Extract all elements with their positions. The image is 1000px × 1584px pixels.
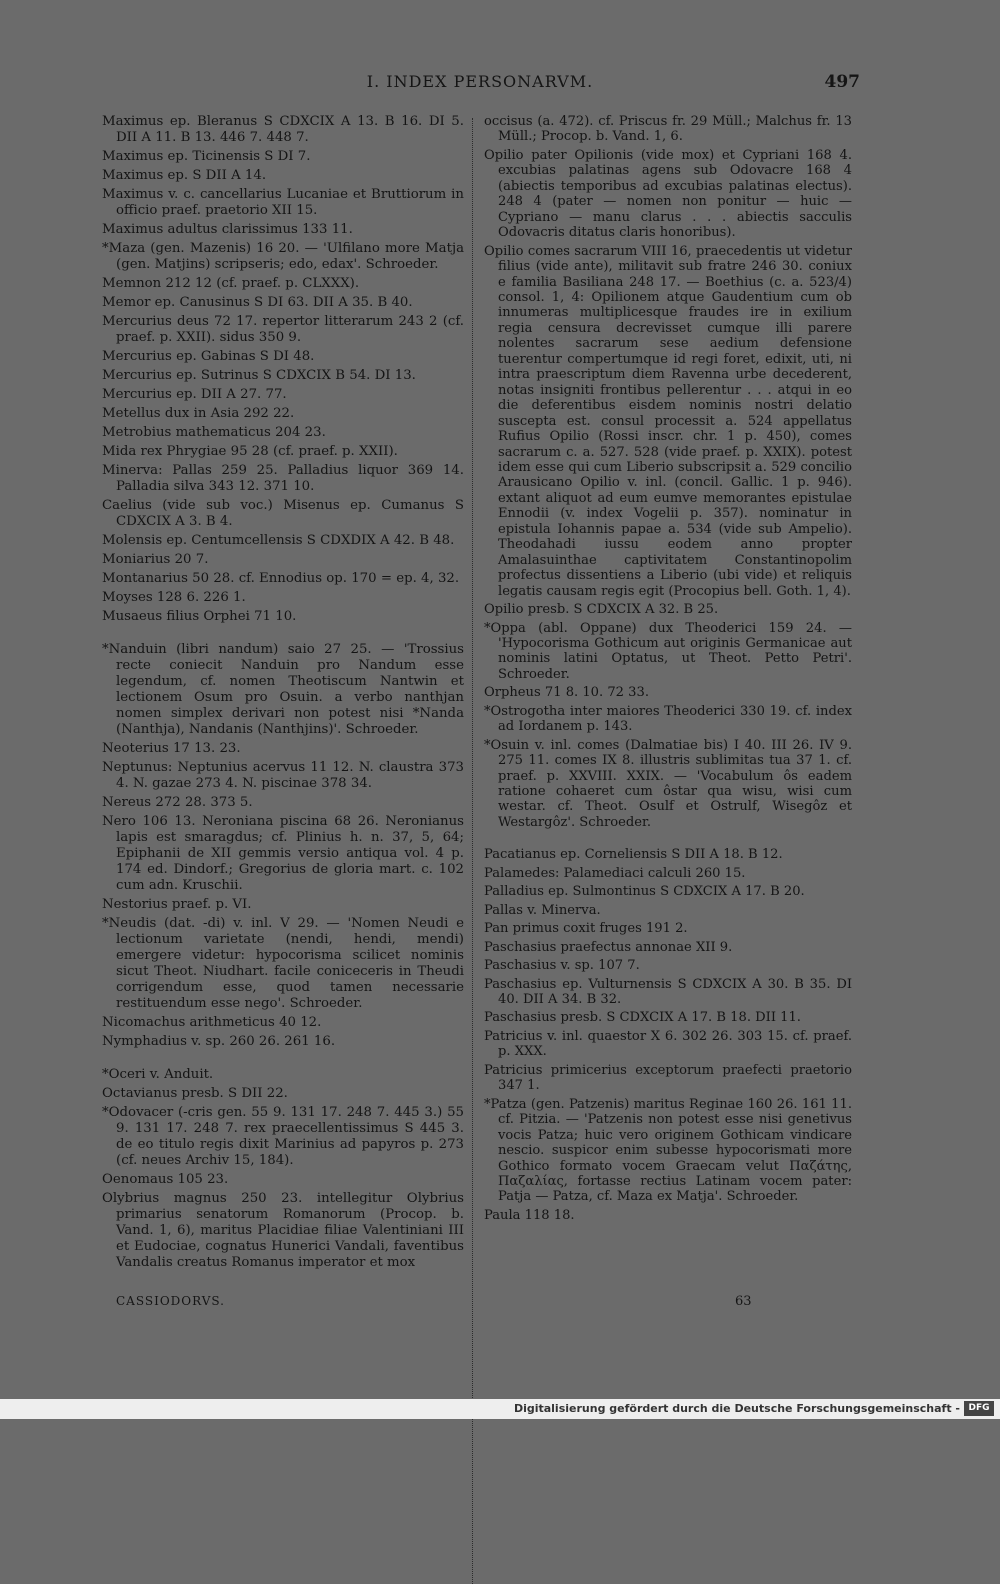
index-entry: Paula 118 18.: [484, 1207, 575, 1223]
index-entry: Maximus ep. Ticinensis S DI 7.: [102, 149, 311, 164]
section-gap: [484, 833, 852, 847]
index-entry: Nero 106 13. Neroniana piscina 68 26. Neronianus lapis est smaragdus; cf. Plinius h. n. 37, 5, 64; Epiphanii de XII gemmis versio antiqua vol. 4 p. 174 ed. Dindorf.; Gregorius de gloria mart. c. 102 cum adn. Kruschii.: [102, 814, 464, 893]
dfg-attribution-text: Digitalisierung gefördert durch die Deutsche Forschungsgemeinschaft -: [513, 1402, 960, 1415]
index-entry: *Odovacer (-cris gen. 55 9. 131 17. 248 7. 445 3.) 55 9. 131 17. 248 7. rex praecellentissimus S 445 3. de eo titulo regis dixit Marinius ad papyros p. 273 (cf. neues Archiv 15, 184).: [102, 1105, 464, 1168]
index-entry: Patricius v. inl. quaestor X 6. 302 26. 303 15. cf. praef. p. XXX.: [484, 1028, 852, 1060]
index-entry: Nicomachus arithmeticus 40 12.: [102, 1015, 322, 1030]
running-head: I. INDEX PERSONARVM.: [366, 72, 594, 91]
index-entry: Maximus ep. Bleranus S CDXCIX A 13. B 16. DI 5. DII A 11. B 13. 446 7. 448 7.: [102, 114, 464, 145]
index-entry: Minerva: Pallas 259 25. Palladius liquor 369 14. Palladia silva 343 12. 371 10.: [102, 463, 464, 494]
section-gap: [102, 628, 464, 642]
index-entry: Palamedes: Palamediaci calculi 260 15.: [484, 865, 746, 881]
index-entry: *Oppa (abl. Oppane) dux Theoderici 159 24. — 'Hypocorisma Gothicum aut originis Germanicae aut nominis latini Optatus, ut Theot. Petto Petri'. Schroeder.: [484, 620, 852, 682]
index-entry: *Nanduin (libri nandum) saio 27 25. — 'Trossius recte coniecit Nanduin pro Nandum esse legendum, cf. nomen Theotiscum Nantwin et lectionem Osum pro Osuin. a verbo nanthjan nomen simplex derivari non potest nisi *Nanda (Nanthja), Nandanis (Nanthjins)'. Schroeder.: [102, 642, 464, 737]
index-entry: Mercurius ep. DII A 27. 77.: [102, 387, 287, 402]
index-entry: *Neudis (dat. -di) v. inl. V 29. — 'Nomen Neudi e lectionum varietate (nendi, hendi, mendi) emergere videtur: hypocorisma scilicet nominis sicut Theot. Niudhart. facile coniceceris in Theudi corrigendum esse, quod tamen necessarie restituendum esse nego'. Schroeder.: [102, 916, 464, 1011]
index-entry: Metrobius mathematicus 204 23.: [102, 425, 326, 440]
section-gap: [102, 1053, 464, 1067]
index-entry: *Maza (gen. Mazenis) 16 20. — 'Ulfilano more Matja (gen. Matjins) scripseris; edo, edax'. Schroeder.: [102, 241, 464, 272]
page-number: 497: [824, 72, 860, 92]
index-entry: *Patza (gen. Patzenis) maritus Reginae 160 26. 161 11. cf. Pitzia. — 'Patzenis non potest esse nisi genetivus vocis Patza; huic vero originem Gothicam vindicare nescio. suspicor enim subesse hypocorismati more Gothico formato vocem Graecam velut Παζάτης, Παζαλίας, fortasse rectius Latinam vocem pater: Patja — Patza, cf. Maza ex Matja'. Schroeder.: [484, 1096, 852, 1205]
index-entry: Nymphadius v. sp. 260 26. 261 16.: [102, 1034, 336, 1049]
page-header: [100, 72, 860, 94]
index-entry: Opilio comes sacrarum VIII 16, praecedentis ut videtur filius (vide ante), militavit sub fratre 246 30. coniux e familia Basiliana 248 17. — Boethius (c. a. 523/4) consol. 1, 4: Opilionem atque Gaudentium cum ob innumeras multiplicesque fraudes ire in exilium regia censura decrevisset cumque illi parere nolentes sacrarum sese aedium defensione tuerentur compertumque id regi foret, edixit, uti, ni intra praescriptum diem Ravenna urbe decederent, notas insigniti frontibus pellerentur . . . atqui in eo die deferentibus eisdem nominis nostri delatio suscepta est. consul processit a. 524 appellatus Rufius Opilio (Rossi inscr. chr. 1 p. 450), comes sacrarum c. a. 527. 528 (vide praef. p. XXIX). potest idem esse qui cum Liberio subscripsit a. 529 concilio Arausicano Opilio v. inl. (concil. Gallic. 1 p. 946). extant aliquot ad eum eumve memorantes epistulae Ennodii (v. index Vogelii p. 357). nominatur in epistula Iohannis papae a. 534 (vide sub Ampelio). Theodahadi iussu eodem anno propter Amalasuinthae captivitatem Constantinopolim profectus dissentiens a Liberio (ubi vide) et reliquis legatis causam regis egit (Procopius bell. Goth. 1, 4).: [484, 243, 852, 599]
signature-mark: 63: [735, 1294, 752, 1309]
index-entry: Octavianus presb. S DII 22.: [102, 1086, 288, 1101]
index-entry: Nereus 272 28. 373 5.: [102, 795, 253, 810]
index-entry: Molensis ep. Centumcellensis S CDXDIX A 42. B 48.: [102, 533, 455, 548]
index-entry: *Osuin v. inl. comes (Dalmatiae bis) I 40. III 26. IV 9. 275 11. comes IX 8. illustris sublimitas tua 37 1. cf. praef. p. XXVIII. XXIX. — 'Vocabulum ôs eadem ratione cohaeret cum ôstar qua wisu, wisi cum westar. cf. Theot. Osulf et Ostrulf, Wisegôz et Westargôz'. Schroeder.: [484, 737, 852, 830]
index-entry: Pan primus coxit fruges 191 2.: [484, 921, 688, 937]
index-entry: Patricius primicerius exceptorum praefecti praetorio 347 1.: [484, 1062, 852, 1094]
index-entry: Palladius ep. Sulmontinus S CDXCIX A 17. B 20.: [484, 884, 805, 900]
index-entry: Oenomaus 105 23.: [102, 1172, 229, 1187]
index-entry: Orpheus 71 8. 10. 72 33.: [484, 685, 649, 701]
index-entry: Mercurius deus 72 17. repertor litterarum 243 2 (cf. praef. p. XXII). sidus 350 9.: [102, 314, 464, 345]
index-entry: Mercurius ep. Sutrinus S CDXCIX B 54. DI 13.: [102, 368, 416, 383]
index-entry: *Oceri v. Anduit.: [102, 1067, 214, 1082]
index-entry: Paschasius praefectus annonae XII 9.: [484, 939, 733, 955]
index-entry: Maximus adultus clarissimus 133 11.: [102, 222, 353, 237]
column-divider: [472, 118, 474, 1584]
index-entry: Mida rex Phrygiae 95 28 (cf. praef. p. XXII).: [102, 444, 398, 459]
index-entry: Mercurius ep. Gabinas S DI 48.: [102, 349, 315, 364]
dfg-logo[interactable]: DFG: [964, 1401, 994, 1416]
index-entry: Maximus v. c. cancellarius Lucaniae et Bruttiorum in officio praef. praetorio XII 15.: [102, 187, 464, 218]
index-entry: Paschasius v. sp. 107 7.: [484, 958, 640, 974]
dfg-attribution-bar: [0, 1399, 1000, 1419]
index-entry: Montanarius 50 28. cf. Ennodius op. 170 = ep. 4, 32.: [102, 571, 460, 586]
index-entry: Moyses 128 6. 226 1.: [102, 590, 246, 605]
index-entry: Musaeus filius Orphei 71 10.: [102, 609, 297, 624]
right-column: [484, 114, 852, 1226]
index-entry: Pacatianus ep. Corneliensis S DII A 18. B 12.: [484, 847, 783, 863]
index-entry: Paschasius ep. Vulturnensis S CDXCIX A 30. B 35. DI 40. DII A 34. B 32.: [484, 976, 852, 1008]
index-entry: Opilio pater Opilionis (vide mox) et Cypriani 168 4. excubias palatinas agens sub Odovacre 168 4 (abiectis temporibus ad excubias palatinas electus). 248 4 (pater — nomen non ponitur — huic — Cypriano — manu clarus . . . abiectis sacculis Odovacris ditatus claris honoribus).: [484, 147, 852, 241]
index-entry: Neptunus: Neptunius acervus 11 12. N. claustra 373 4. N. gazae 273 4. N. piscinae 378 34.: [102, 760, 464, 791]
index-entry: Neoterius 17 13. 23.: [102, 741, 241, 756]
index-entry: Memnon 212 12 (cf. praef. p. CLXXX).: [102, 276, 360, 291]
index-entry: Moniarius 20 7.: [102, 552, 209, 567]
index-entry: *Ostrogotha inter maiores Theoderici 330 19. cf. index ad Iordanem p. 143.: [484, 703, 852, 735]
index-entry: Caelius (vide sub voc.) Misenus ep. Cumanus S CDXCIX A 3. B 4.: [102, 498, 464, 529]
index-entry: Olybrius magnus 250 23. intellegitur Olybrius primarius senatorum Romanorum (Procop. b. Vand. 1, 6), maritus Placidiae filiae Valentiniani III et Eudociae, cognatus Hunerici Vandali, faventibus Vandalis creatus Romanus imperator et mox: [102, 1191, 464, 1270]
index-entry: Maximus ep. S DII A 14.: [102, 168, 267, 183]
index-entry: Nestorius praef. p. VI.: [102, 897, 252, 912]
index-entry: Metellus dux in Asia 292 22.: [102, 406, 295, 421]
left-column: [102, 114, 464, 1274]
index-entry: Memor ep. Canusinus S DI 63. DII A 35. B 40.: [102, 295, 413, 310]
index-entry: Opilio presb. S CDXCIX A 32. B 25.: [484, 602, 719, 618]
index-entry: Paschasius presb. S CDXCIX A 17. B 18. DII 11.: [484, 1010, 801, 1026]
footer-title: CASSIODORVS.: [116, 1294, 225, 1308]
index-entry: Pallas v. Minerva.: [484, 902, 601, 918]
index-entry: occisus (a. 472). cf. Priscus fr. 29 Müll.; Malchus fr. 13 Müll.; Procop. b. Vand. 1, 6.: [484, 114, 852, 145]
